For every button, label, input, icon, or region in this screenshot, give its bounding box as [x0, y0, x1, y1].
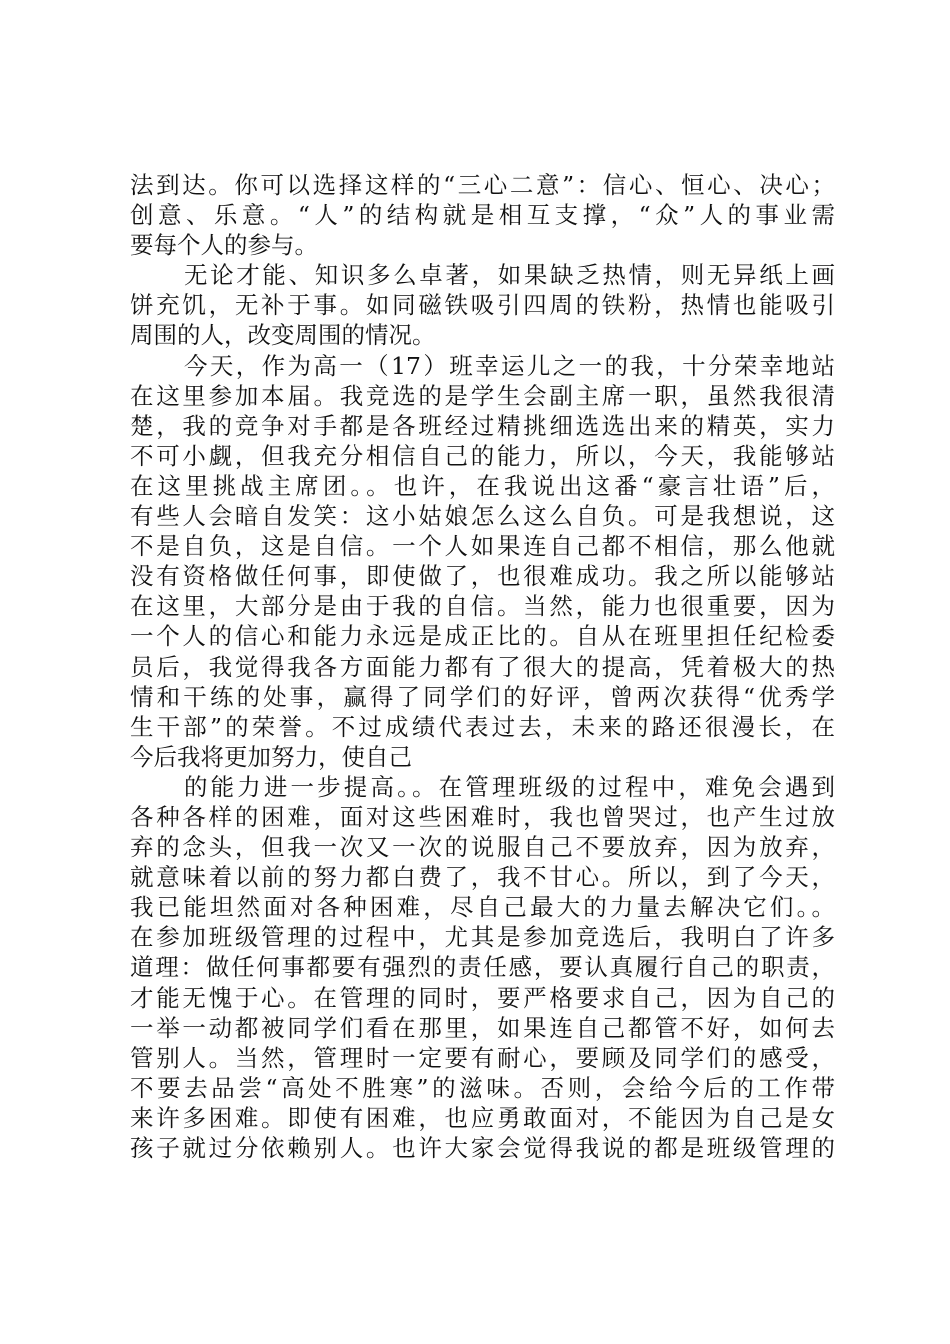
text-line: 周围的人，改变周围的情况。 — [130, 321, 436, 350]
text-line: 一举一动都被同学们看在那里，如果连自己都管不好，如何去 — [130, 1013, 835, 1042]
text-line: 一个人的信心和能力永远是成正比的。自从在班里担任纪检委 — [130, 622, 835, 651]
text-line: 不要去品尝“高处不胜寒”的滋味。否则，会给今后的工作带 — [130, 1073, 835, 1102]
text-line: 在这里，大部分是由于我的自信。当然，能力也很重要，因为 — [130, 592, 835, 621]
text-line: 法到达。你可以选择这样的“三心二意”：信心、恒心、决心； — [130, 171, 835, 199]
text-line: 管别人。当然，管理时一定要有耐心，要顾及同学们的感受， — [130, 1043, 835, 1072]
text-line: 无论才能、知识多么卓著，如果缺乏热情，则无异纸上画 — [184, 261, 835, 290]
paragraph — [130, 351, 835, 772]
paragraph — [130, 772, 835, 1163]
text-line: 道理：做任何事都要有强烈的责任感，要认真履行自己的职责， — [130, 953, 835, 982]
text-line: 不可小觑，但我充分相信自己的能力，所以，今天，我能够站 — [130, 441, 835, 470]
paragraph — [130, 260, 835, 350]
text-line: 就意味着以前的努力都白费了，我不甘心。所以，到了今天， — [130, 863, 835, 892]
text-line: 来许多困难。即使有困难，也应勇敢面对，不能因为自己是女 — [130, 1103, 835, 1132]
document-body — [130, 170, 835, 1163]
text-line: 在这里挑战主席团。。也许，在我说出这番“豪言壮语”后， — [130, 471, 835, 500]
text-line: 在这里参加本届。我竞选的是学生会副主席一职，虽然我很清 — [130, 381, 835, 410]
text-line: 没有资格做任何事，即使做了，也很难成功。我之所以能够站 — [130, 562, 835, 591]
text-line: 创意、乐意。“人”的结构就是相互支撑，“众”人的事业需 — [130, 201, 835, 230]
text-line: 要每个人的参与。 — [130, 231, 318, 260]
text-line: 饼充饥，无补于事。如同磁铁吸引四周的铁粉，热情也能吸引 — [130, 291, 835, 320]
text-line: 弃的念头，但我一次又一次的说服自己不要放弃，因为放弃， — [130, 833, 835, 862]
text-line: 今天，作为高一（17）班幸运儿之一的我，十分荣幸地站 — [184, 351, 835, 380]
text-line: 我已能坦然面对各种困难，尽自己最大的力量去解决它们。。 — [130, 893, 835, 922]
text-line: 今后我将更加努力，使自己 — [130, 742, 412, 771]
text-line: 情和干练的处事，赢得了同学们的好评，曾两次获得“优秀学 — [130, 682, 835, 711]
text-line: 才能无愧于心。在管理的同时，要严格要求自己，因为自己的 — [130, 983, 835, 1012]
text-line: 各种各样的困难，面对这些困难时，我也曾哭过，也产生过放 — [130, 802, 835, 831]
text-line: 不是自负，这是自信。一个人如果连自己都不相信，那么他就 — [130, 532, 835, 561]
text-line: 孩子就过分依赖别人。也许大家会觉得我说的都是班级管理的 — [130, 1134, 835, 1162]
text-line: 在参加班级管理的过程中，尤其是参加竞选后，我明白了许多 — [130, 923, 835, 952]
paragraph — [130, 170, 835, 260]
text-line: 有些人会暗自发笑：这小姑娘怎么这么自负。可是我想说，这 — [130, 502, 835, 531]
text-line: 生干部”的荣誉。不过成绩代表过去，未来的路还很漫长，在 — [130, 712, 835, 741]
text-line: 楚，我的竞争对手都是各班经过精挑细选选出来的精英，实力 — [130, 411, 835, 440]
text-line: 的能力进一步提高。。在管理班级的过程中，难免会遇到 — [184, 772, 835, 801]
text-line: 员后，我觉得我各方面能力都有了很大的提高，凭着极大的热 — [130, 652, 835, 681]
